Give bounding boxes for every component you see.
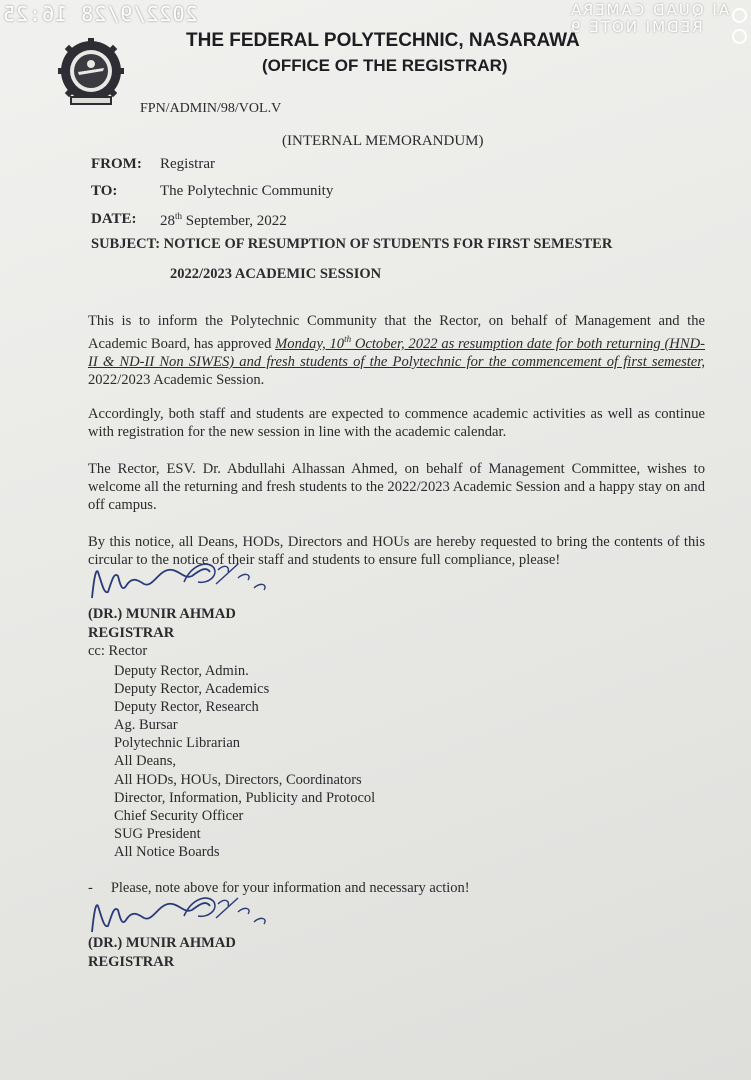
signatory-title-2: REGISTRAR [88,954,175,970]
date-rest: September, 2022 [182,213,287,229]
office-name: (OFFICE OF THE REGISTRAR) [262,56,508,75]
from-label: FROM: [91,156,142,172]
p1-underlined-b: October, 2022 as resumption date for both returning (HND-II & ND-II Non SIWES) and fresh students of the Polytechnic for the commencement of first semester, [88,335,705,370]
reference-number: FPN/ADMIN/98/VOL.V [140,101,282,116]
cc-recipient: All Deans, [114,753,177,770]
to-label: TO: [91,183,118,199]
camera-ring-icon [732,29,747,44]
date-label: DATE: [91,211,137,227]
camera-ring-icon [732,8,747,23]
p1-underlined-sup: th [344,334,352,344]
date-value [160,211,287,230]
polytechnic-crest-logo [56,38,126,108]
cc-recipient: Deputy Rector, Academics [114,681,270,698]
p1-underlined-a: Monday, 10 [275,335,345,352]
p1-start: This is to inform the Polytechnic Community that the Rector, on behalf of Management and the Academic Board, has approved [88,313,705,352]
cc-recipient: All Notice Boards [114,843,220,860]
cc-line [88,643,147,660]
paragraph-welcome: The Rector, ESV. Dr. Abdullahi Alhassan Ahmed, on behalf of Management Committee, wishes to welcome all the returning and fresh students to the 2022/2023 Academic Session and a happy stay on and off campus. [88,461,705,513]
p1-end: 2022/2023 Academic Session. [88,371,265,388]
paragraph-compliance: By this notice, all Deans, HODs, Directors and HOUs are hereby requested to bring the contents of this circular to the notice of their staff and students to ensure full compliance, please! [88,534,705,568]
subject-line-2: 2022/2023 ACADEMIC SESSION [170,266,382,282]
cc-recipient: Chief Security Officer [114,807,244,824]
institution-name: THE FEDERAL POLYTECHNIC, NASARAWA [186,30,580,51]
signatory-title: REGISTRAR [88,625,175,641]
cc-recipient-list [114,662,375,861]
cc-recipient: Deputy Rector, Research [114,699,259,716]
photo-timestamp: 2022/9/28 16:25 [2,2,198,26]
date-day: 28 [160,213,175,229]
cc-first: Rector [108,643,148,659]
from-value: Registrar [160,156,215,172]
cc-recipient: All HODs, HOUs, Directors, Coordinators [114,771,362,788]
cc-recipient: Polytechnic Librarian [114,735,241,752]
cc-recipient: Director, Information, Publicity and Protocol [114,789,376,806]
cc-label: cc: [88,643,105,659]
date-suffix: th [175,211,183,221]
to-value: The Polytechnic Community [160,183,334,199]
camera-watermark-line1: AI QUAD CAMERA [568,1,729,19]
memo-type: (INTERNAL MEMORANDUM) [282,133,484,149]
closing-note: - Please, note above for your information and necessary action! [88,880,470,896]
signatory-name: (DR.) MUNIR AHMAD [88,606,236,622]
registrar-signature-2 [88,892,278,940]
closing-note-text: Please, note above for your information and necessary action! [110,880,470,896]
paragraph-activities: Accordingly, both staff and students are expected to commence academic activities as well as continue with registration for the new session in line with the academic calendar. [88,406,705,440]
camera-watermark-line2: REDMI NOTE 9 [568,18,703,36]
cc-recipient: SUG President [114,825,201,842]
cc-recipient: Deputy Rector, Admin. [114,663,249,679]
registrar-signature-1 [88,558,278,606]
camera-watermark [569,2,729,36]
signatory-name-2: (DR.) MUNIR AHMAD [88,935,236,951]
paragraph-resumption [88,312,705,389]
cc-recipient: Ag. Bursar [114,717,178,734]
subject-line-1: SUBJECT: NOTICE OF RESUMPTION OF STUDENTS FOR FIRST SEMESTER [91,236,613,252]
